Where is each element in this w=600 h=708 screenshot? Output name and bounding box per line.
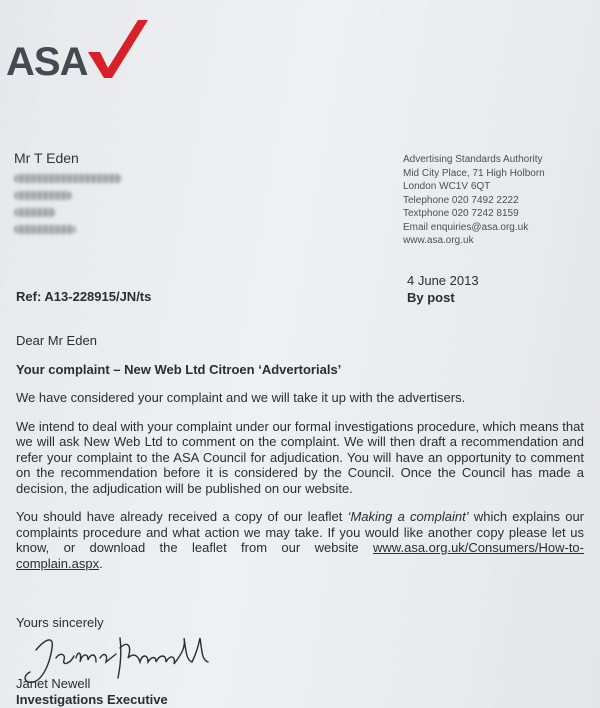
asa-logo: [6, 18, 156, 84]
sender-line: Advertising Standards Authority: [403, 154, 543, 165]
signatory-name: Janet Newell: [16, 676, 91, 691]
recipient-name: Mr T Eden: [14, 150, 79, 166]
redacted-line: [14, 208, 56, 217]
sender-line: Mid City Place, 71 High Holborn: [403, 167, 545, 179]
redacted-line: [14, 225, 76, 234]
paragraph: We intend to deal with your complaint under our formal investigations procedure, which means that we will ask New Web Ltd to comment on the complaint. We will then draft a recommendation and refer your complaint to the ASA Council for adjudication. You will have an opportunity to comment on the recommendation before it is considered by the Council. Once the Council has made a decision, the adjudication will be published on our website.: [16, 418, 584, 496]
paragraph: We have considered your complaint and we will take it up with the advertisers.: [16, 390, 466, 405]
paragraph-text: You should have already received a copy of our leaflet: [16, 509, 348, 524]
letter-body: [16, 333, 584, 584]
logo-text: ASA: [6, 40, 88, 84]
sender-line: Email enquiries@asa.org.uk: [403, 221, 529, 233]
paragraph-text: .: [99, 555, 103, 571]
date-block: [407, 272, 479, 306]
reference-number: Ref: A13-228915/JN/ts: [16, 289, 152, 304]
recipient-address: [14, 150, 122, 234]
letter-date: 4 June 2013: [407, 273, 479, 288]
redacted-line: [14, 174, 122, 183]
paragraph: [16, 509, 584, 571]
complaint-link[interactable]: www.asa.org.uk/Consumers/How-to-complain.aspx: [16, 540, 584, 571]
sender-line: London WC1V 6QT: [403, 181, 491, 192]
redacted-line: [14, 191, 72, 200]
salutation: Dear Mr Eden: [16, 333, 97, 348]
logo-tick-icon: [86, 18, 150, 78]
closing: Yours sincerely: [16, 615, 104, 630]
sender-line: Telephone 020 7492 2222: [403, 194, 519, 206]
signatory-role: Investigations Executive: [16, 692, 168, 707]
sender-address: [403, 153, 545, 248]
paragraph-text: which explains our complaints procedure and what action we may take. If you would like another copy please let us know, or download the leaflet from our website: [16, 509, 585, 555]
sender-line: www.asa.org.uk: [403, 235, 474, 246]
signatory: [16, 676, 168, 708]
subject-line: Your complaint – New Web Ltd Citroen ‘Advertorials’: [16, 361, 342, 377]
delivery-method: By post: [407, 290, 455, 305]
sender-line: Textphone 020 7242 8159: [403, 208, 519, 219]
leaflet-title: ‘Making a complaint’: [347, 509, 469, 524]
